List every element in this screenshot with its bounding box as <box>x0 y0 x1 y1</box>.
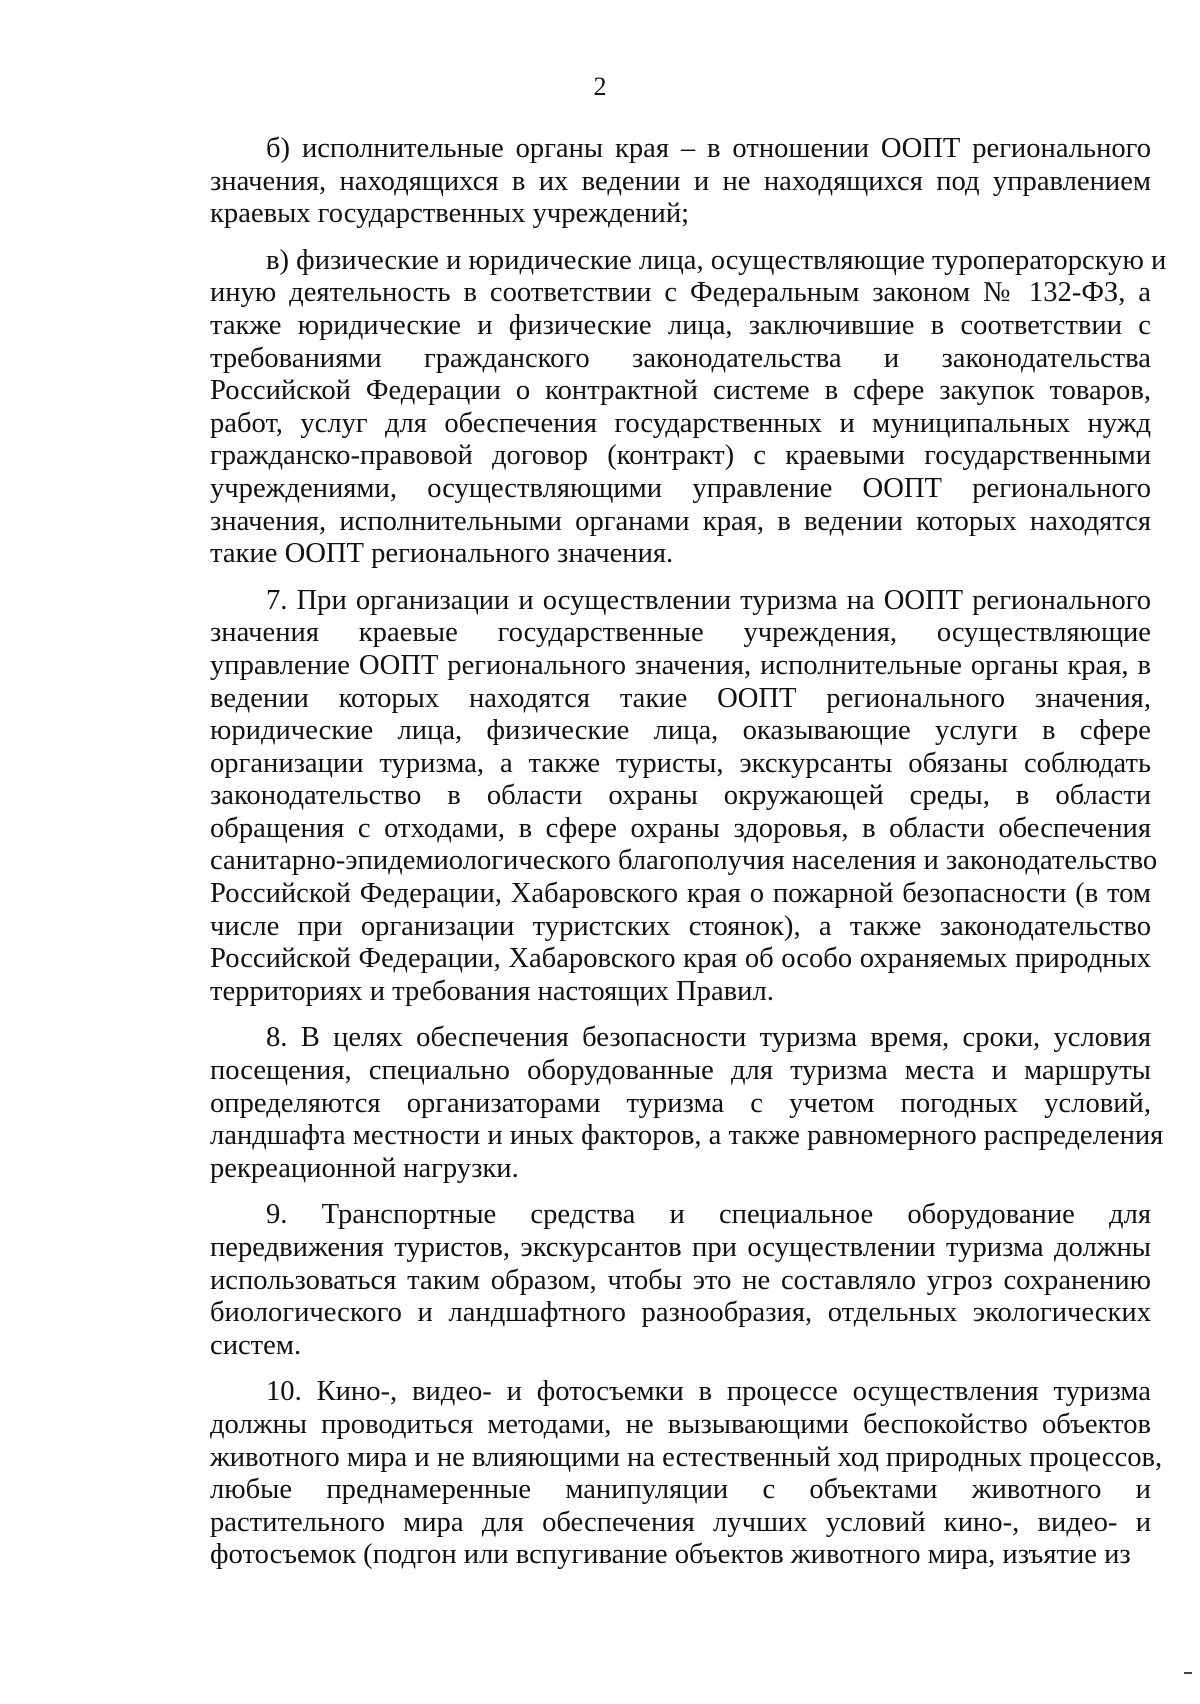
text-line: требованиями гражданского законодательства и законодательства <box>210 342 1151 374</box>
paragraph-1 <box>210 133 1151 231</box>
text-line: законодательство в области охраны окружающей среды, в области <box>210 780 1151 812</box>
text-line: значения, исполнительными органами края, в ведении которых находятся <box>210 505 1151 537</box>
text-line: фотосъемок (подгон или вспугивание объектов животного мира, изъятие из <box>210 1539 1131 1571</box>
text-line: посещения, специально оборудованные для туризма места и маршруты <box>210 1055 1151 1087</box>
text-line: юридические лица, физические лица, оказывающие услуги в сфере <box>210 715 1151 747</box>
text-line: ландшафта местности и иных факторов, а также равномерного распределения <box>210 1120 1164 1152</box>
text-line: гражданско-правовой договор (контракт) с краевыми государственными <box>210 440 1151 472</box>
text-line: любые преднамеренные манипуляции с объектами животного и <box>210 1474 1151 1506</box>
text-line: определяются организаторами туризма с учетом погодных условий, <box>210 1087 1151 1119</box>
paragraph-2 <box>210 244 1167 571</box>
paragraph-3 <box>210 584 1158 1009</box>
text-line: обращения с отходами, в сфере охраны здоровья, в области обеспечения <box>210 812 1151 844</box>
text-line: растительного мира для обеспечения лучших условий кино-, видео- и <box>210 1506 1151 1538</box>
text-line: ведении которых находятся такие ООПТ регионального значения, <box>210 682 1151 714</box>
text-line: Российской Федерации, Хабаровского края о пожарной безопасности (в том <box>210 878 1151 910</box>
text-line: передвижения туристов, экскурсантов при осуществлении туризма должны <box>210 1232 1151 1263</box>
text-line: биологического и ландшафтного разнообразия, отдельных экологических <box>210 1297 1151 1329</box>
text-line: 10. Кино-, видео- и фотосъемки в процессе осуществления туризма <box>266 1376 1151 1408</box>
paragraph-4 <box>210 1022 1164 1185</box>
text-line: такие ООПТ регионального значения. <box>210 538 674 570</box>
scan-edge-mark <box>1184 1672 1192 1674</box>
text-line: санитарно-эпидемиологического благополучия населения и законодательство <box>210 845 1158 877</box>
text-line: учреждениями, осуществляющими управление ООПТ регионального <box>210 472 1151 504</box>
text-line: 8. В целях обеспечения безопасности туризма время, сроки, условия <box>266 1022 1151 1054</box>
text-line: управление ООПТ регионального значения, исполнительные органы края, в <box>210 649 1151 681</box>
text-line: в) физические и юридические лица, осуществляющие туроператорскую и <box>266 244 1167 276</box>
document-body <box>210 133 1167 1586</box>
page-number: 2 <box>593 72 607 101</box>
paragraph-6 <box>210 1376 1163 1572</box>
text-line: б) исполнительные органы края – в отношении ООПТ регионального <box>266 133 1151 164</box>
paragraph-5 <box>210 1199 1151 1362</box>
text-line: работ, услуг для обеспечения государственных и муниципальных нужд <box>210 407 1151 439</box>
text-line: 9. Транспортные средства и специальное оборудование для <box>266 1199 1151 1231</box>
text-line: краевых государственных учреждений; <box>210 198 690 230</box>
text-line: также юридические и физические лица, заключившие в соответствии с <box>210 309 1151 341</box>
text-line: использоваться таким образом, чтобы это не составляло угроз сохранению <box>210 1264 1151 1296</box>
text-line: Российской Федерации о контрактной системе в сфере закупок товаров, <box>210 375 1151 407</box>
text-line: числе при организации туристских стоянок), а также законодательство <box>210 910 1151 942</box>
text-line: значения, находящихся в их ведении и не находящихся под управлением <box>210 165 1151 197</box>
text-line: должны проводиться методами, не вызывающими беспокойство объектов <box>210 1408 1151 1440</box>
text-line: 7. При организации и осуществлении туризма на ООПТ регионального <box>266 584 1151 616</box>
text-line: значения краевые государственные учреждения, осуществляющие <box>210 617 1151 649</box>
text-line: территориях и требования настоящих Правил. <box>210 975 774 1007</box>
text-line: систем. <box>210 1329 302 1361</box>
text-line: Российской Федерации, Хабаровского края об особо охраняемых природных <box>210 943 1151 975</box>
text-line: организации туризма, а также туристы, экскурсанты обязаны соблюдать <box>210 747 1151 779</box>
text-line: животного мира и не влияющими на естественный ход природных процессов, <box>210 1441 1163 1473</box>
text-line: рекреационной нагрузки. <box>210 1152 519 1184</box>
text-line: иную деятельность в соответствии с Федеральным законом № 132-ФЗ, а <box>210 277 1151 309</box>
